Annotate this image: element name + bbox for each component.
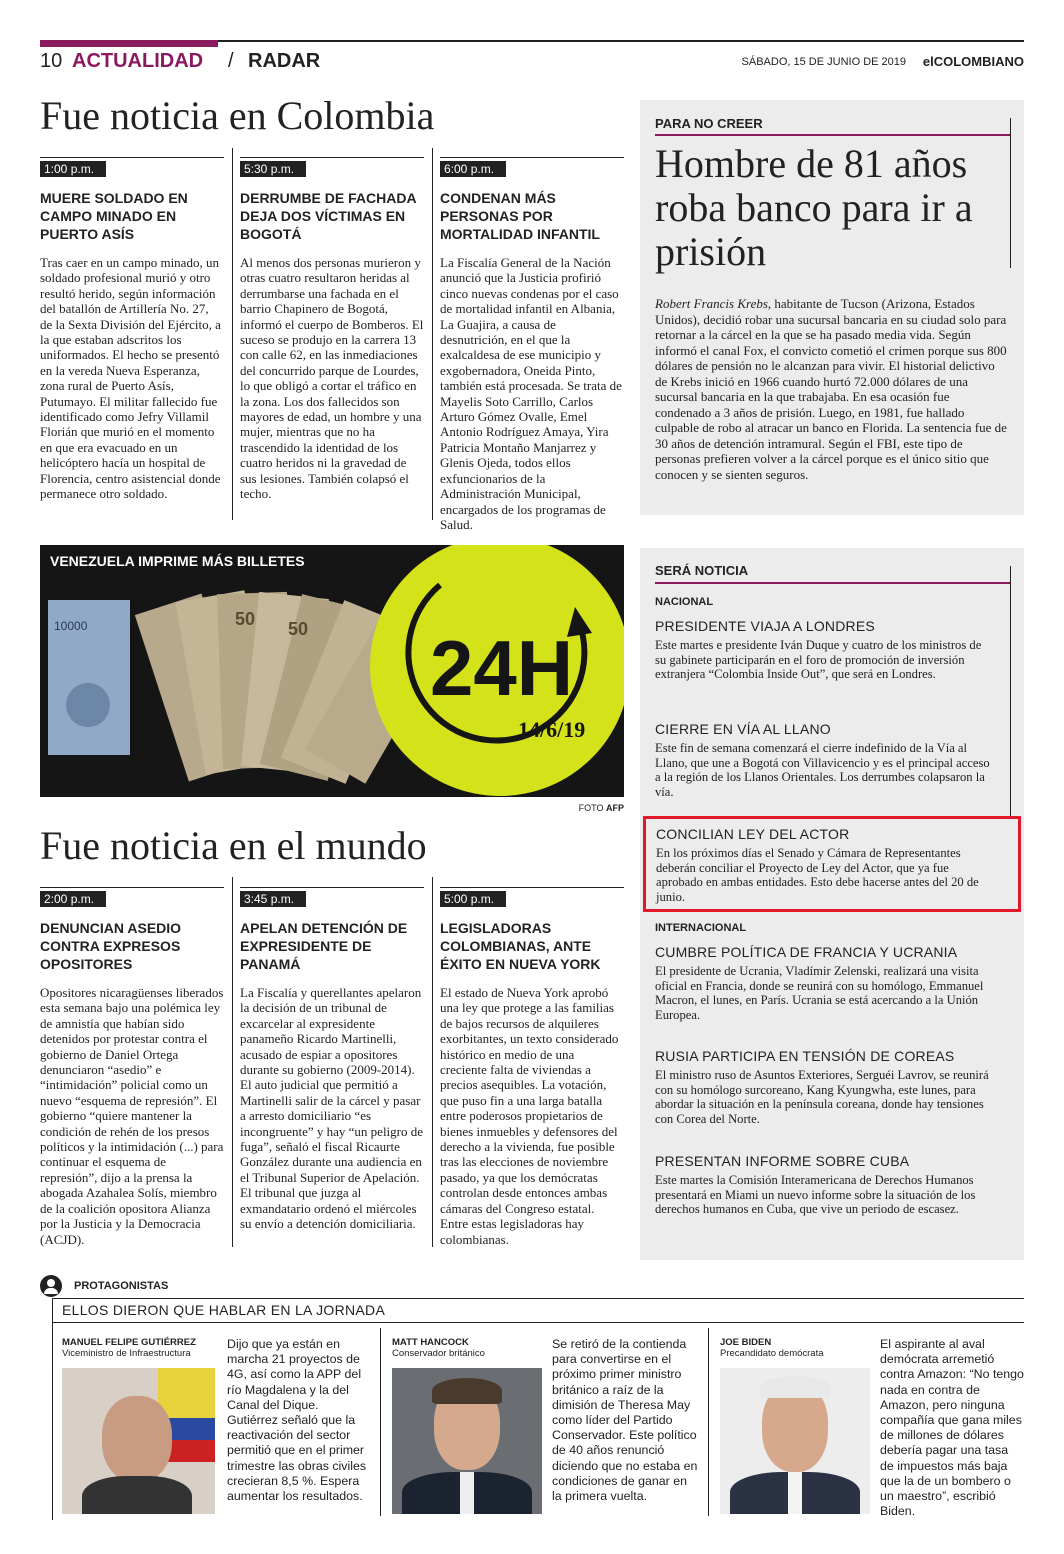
protagonistas-rule-2 xyxy=(52,1322,1024,1323)
internacional-item-3 xyxy=(655,1153,995,1217)
internacional-item-2 xyxy=(655,1048,995,1126)
news-item-body: El presidente de Ucrania, Vladímir Zelenski, realizará una visita oficial en Francia, donde se reunirá con su homólogo, Emmanuel Macron, el lunes, en París. Ucrania se está acercando a la Unión Europea. xyxy=(655,964,984,1022)
nacional-label: NACIONAL xyxy=(655,596,714,608)
protagonist-1-header xyxy=(62,1337,222,1359)
colombia-section-title: Fue noticia en Colombia xyxy=(40,93,435,138)
protagonist-text: Se retiró de la contienda para convertirse en el próximo primer ministro británico a raíz de la dimisión de Theresa May como líder del Partido Conservador. Este político de 40 años renunció diciendo que no estaba en condiciones de ganar en la primera vuelta. xyxy=(552,1337,698,1504)
para-no-creer-box xyxy=(640,100,1024,515)
person-icon xyxy=(40,1275,62,1297)
protagonist-name: MATT HANCOCK xyxy=(392,1337,469,1348)
photo-credit-name: AFP xyxy=(606,803,624,813)
protagonist-name: JOE BIDEN xyxy=(720,1337,772,1348)
page-number: 10 xyxy=(40,50,63,72)
protagonist-divider xyxy=(708,1328,709,1516)
protagonist-text: El aspirante al aval demócrata arremetió contra Amazon: “No tengo nada en contra de Amazon, pero ninguna compañía que gana miles de millones de dólares debería pagar una tasa de impuestos más baja que la de un bombero o un maestro”, escribió Biden. xyxy=(880,1337,1024,1519)
mundo-section-title: Fue noticia en el mundo xyxy=(40,823,427,868)
banknote-value: 50 xyxy=(288,619,309,639)
news-item-body: Este martes e presidente Iván Duque y cuatro de los ministros de su gabinete participarán en el foro de promoción de inversión extranjera “Colombia Inside Out”, que será en Londres. xyxy=(655,638,982,682)
newspaper-brand: elCOLOMBIANO xyxy=(922,54,1024,69)
news-item-title[interactable]: PRESIDENTE VIAJA A LONDRES xyxy=(655,618,875,634)
para-no-creer-title[interactable]: Hombre de 81 años roba banco para ir a prisión xyxy=(655,141,973,274)
mundo-story-3 xyxy=(440,887,624,1247)
story-body: Al menos dos personas murieron y otras cuatro resultaron heridas al derrumbarse una fachada en el barrio Chapinero de Bogotá, informó el cuerpo de Bomberos. El suceso se produjo en la carrera 13 con calle 62, en las inmediaciones del concurrido parque de Lourdes, lo que obligó a cortar el tráfico en la zona. Los dos fallecidos son mayores de edad, un hombre y una mujer, mientras que no ha trascendido la identidad de los cuatro heridos ni la gravedad de sus lesiones. También colapsó el techo. xyxy=(240,255,424,502)
colombia-story-1 xyxy=(40,157,224,502)
protagonist-2-photo xyxy=(392,1368,542,1514)
mundo-story-2 xyxy=(240,887,424,1232)
story-headline[interactable]: CONDENAN MÁS PERSONAS POR MORTALIDAD INFANTIL xyxy=(440,190,600,242)
protagonist-3-header xyxy=(720,1337,870,1359)
banknote-portrait xyxy=(66,683,110,727)
para-no-creer-label: PARA NO CREER xyxy=(655,116,763,131)
story-time: 5:00 p.m. xyxy=(440,891,506,907)
story-body: La Fiscalía y querellantes apelaron la decisión de un tribunal de excarcelar al expresidente panameño Ricardo Martinelli, acusado de espiar a opositores durante su gobierno (2009-2014). El auto judicial que permitió a Martinelli salir de la cárcel y pasar a arresto domiciliario “es incongruente” y hay “un peligro de fuga”, señaló el fiscal Ricaurte González durante una audiencia en el Tribunal Superior de Apelación. El tribunal que juzga al exmandatario ordenó el miércoles su envío a detención domiciliaria. xyxy=(240,985,424,1232)
colombia-story-2 xyxy=(240,157,424,502)
protagonistas-subtitle: ELLOS DIERON QUE HABLAR EN LA JORNADA xyxy=(62,1302,386,1318)
nacional-item-2 xyxy=(655,721,995,799)
banner-caption: VENEZUELA IMPRIME MÁS BILLETES xyxy=(50,553,305,569)
badge-date: 14/6/19 xyxy=(518,717,586,742)
para-no-creer-rule xyxy=(655,134,1010,136)
issue-date: SÁBADO, 15 DE JUNIO DE 2019 xyxy=(741,56,906,68)
protagonist-name: MANUEL FELIPE GUTIÉRREZ xyxy=(62,1337,196,1348)
story-body: El estado de Nueva York aprobó una ley que protege a las familias de bajos recursos de alquileres exorbitantes, un texto considerado histórico en medio de una creciente falta de viviendas a precios asequibles. La votación, que puso fin a una larga batalla entre poderosos propietarios de bienes inmuebles y defensores del derecho a la vivienda, fue posible tras las elecciones de noviembre pasado, ya que los demócratas controlan desde entonces ambas cámaras del Congreso estatal. Entre estas legisladoras hay colombianas. xyxy=(440,985,619,1247)
protagonist-role: Viceministro de Infraestructura xyxy=(62,1348,191,1359)
story-headline[interactable]: DERRUMBE DE FACHADA DEJA DOS VÍCTIMAS EN BOGOTÁ xyxy=(240,190,417,242)
header-accent-bar xyxy=(40,40,218,47)
banknote-value: 50 xyxy=(235,609,256,629)
protagonistas-rule xyxy=(52,1298,1024,1299)
internacional-item-1 xyxy=(655,944,995,1022)
colombia-story-3 xyxy=(440,157,624,532)
story-time: 2:00 p.m. xyxy=(40,891,106,907)
protagonist-divider xyxy=(380,1328,381,1516)
box-side-rule xyxy=(1010,566,1011,826)
story-time: 3:45 p.m. xyxy=(240,891,306,907)
protagonist-text: Dijo que ya están en marcha 21 proyectos de 4G, así como la APP del río Magdalena y la del Canal del Dique. Gutiérrez señaló que la reactivación del sector permitió que en el primer trimestre las obras civiles crecieran 8,5 %. Espera aumentar los resultados. xyxy=(227,1337,367,1504)
mundo-story-1 xyxy=(40,887,224,1247)
column-divider xyxy=(232,148,233,520)
protagonist-role: Precandidato demócrata xyxy=(720,1348,824,1359)
section-separator: / xyxy=(228,50,234,72)
para-no-creer-body-lead: Robert Francis Krebs xyxy=(655,296,768,311)
news-item-body: Este fin de semana comenzará el cierre indefinido de la Vía al Llano, que une a Bogotá con Villavicencio y es el principal acceso a la región de los Llanos Orientales. Los derrumbes colapsaron la vía. xyxy=(655,741,990,799)
story-headline[interactable]: APELAN DETENCIÓN DE EXPRESIDENTE DE PANAMÁ xyxy=(240,920,408,972)
news-item-title[interactable]: PRESENTAN INFORME SOBRE CUBA xyxy=(655,1153,910,1169)
story-body: Opositores nicaragüenses liberados esta semana bajo una polémica ley de amnistía que habían sido detenidos por protestar contra el gobierno de Daniel Ortega denunciaron “asedio” e “intimidación” policial como un nuevo “esquema de represión”. El gobierno “quiere mantener la condición de rehén de los presos políticos y la intimidación (...) para continuar el esquema de represión”, dijo a la prensa la abogada Azahalea Solís, miembro de la coalición opositora Alianza por la Justicia y la Democracia (ACJD). xyxy=(40,985,224,1247)
story-body: Tras caer en un campo minado, un soldado profesional murió y otro resultó herido, según información del batallón de Artillería No. 27, de la Sexta División del Ejército, a la que estaban adscritos los uniformados. El hecho se presentó en la vereda Nueva Esperanza, zona rural de Puerto Asís, Putumayo. El militar fallecido fue identificado como Jefry Villamil Florián que murió en el momento en que era evacuado en un helicóptero hacía un hospital de Florencia, centro asistencial donde permanece otro soldado. xyxy=(40,255,221,502)
story-headline[interactable]: DENUNCIAN ASEDIO CONTRA EXPRESOS OPOSITORES xyxy=(40,920,182,972)
sera-noticia-rule xyxy=(655,582,1010,584)
news-item-body: Este martes la Comisión Interamericana de Derechos Humanos presentará en Miami un nuevo informe sobre la situación de los derechos humanos en Cuba, que vive un periodo de escasez. xyxy=(655,1173,976,1217)
para-no-creer-body-text: , habitante de Tucson (Arizona, Estados Unidos), decidió robar una sucursal bancaria en su ciudad solo para retornar a la cárcel en la que se ha pasado media vida. Según informó el canal Fox, el convicto cometió el crimen porque sus 800 dólares de pensión no le alcanzan para vivir. El historial delictivo de Krebs inició en 1966 cuando hurtó 72.000 dólares de una sucursal bancaria en la que trabajaba. En esa ocasión fue condenado a 3 años de prisión. Luego, en 1981, fue hallado culpable de robo al atracar un banco en Florida. La sentencia fue de 30 años de detención intramural. Según el FBI, este tipo de personas prefieren volver a la cárcel porque es el único sitio que conocen y se sienten seguros. xyxy=(655,296,1007,482)
story-headline[interactable]: MUERE SOLDADO EN CAMPO MINADO EN PUERTO ASÍS xyxy=(40,190,188,242)
box-side-rule xyxy=(1010,118,1011,268)
protagonist-3-photo xyxy=(720,1368,870,1514)
protagonistas-label: PROTAGONISTAS xyxy=(74,1280,169,1292)
protagonist-2-header xyxy=(392,1337,542,1359)
sera-noticia-label: SERÁ NOTICIA xyxy=(655,563,749,578)
page-header xyxy=(40,50,1024,74)
story-body: La Fiscalía General de la Nación anunció que la Justicia profirió cinco nuevas condenas por el caso de mortalidad infantil en Albania, La Guajira, a causa de desnutrición, en el que la exalcaldesa de ese municipio y exgobernadora, Oneida Pinto, también está procesada. Se trata de Mayelis Soto Carrillo, Carlos Arturo Gómez Ovalle, Emel Antonio Rodríguez Amaya, Yira Patricia Montaño Manjarrez y Glenis Ojeda, todos ellos exfuncionarios de la Administración Municipal, encargados de los programas de Salud. xyxy=(440,255,622,532)
story-time: 6:00 p.m. xyxy=(440,161,506,177)
protagonist-1-photo xyxy=(62,1368,215,1514)
photo-credit xyxy=(579,803,624,813)
news-item-title[interactable]: CIERRE EN VÍA AL LLANO xyxy=(655,721,831,737)
news-item-title[interactable]: CONCILIAN LEY DEL ACTOR xyxy=(656,826,850,842)
section-name: ACTUALIDAD xyxy=(72,50,204,72)
banknotes-illustration xyxy=(40,545,624,797)
badge-24h: 24H xyxy=(430,624,574,712)
story-time: 5:30 p.m. xyxy=(240,161,306,177)
story-time: 1:00 p.m. xyxy=(40,161,106,177)
news-item-body: En los próximos días el Senado y Cámara de Representantes deberán conciliar el Proyecto de Ley del Actor, que ya fue aprobado en ambas entidades. Esto debe hacerse antes del 20 de junio. xyxy=(656,846,979,904)
photo-credit-prefix: FOTO xyxy=(578,803,606,813)
news-item-title[interactable]: CUMBRE POLÍTICA DE FRANCIA Y UCRANIA xyxy=(655,944,958,960)
protagonistas-side-rule xyxy=(52,1298,53,1520)
column-divider xyxy=(232,877,233,1247)
para-no-creer-body xyxy=(655,296,1009,482)
internacional-label: INTERNACIONAL xyxy=(655,922,747,934)
news-item-body: El ministro ruso de Asuntos Exteriores, Serguéi Lavrov, se reunirá con su homólogo surcoreano, Kang Kyungwha, este lunes, para abordar la situación en la península coreana, donde hay tensiones con Corea del Norte. xyxy=(655,1068,989,1126)
story-headline[interactable]: LEGISLADORAS COLOMBIANAS, ANTE ÉXITO EN NUEVA YORK xyxy=(440,920,601,972)
banknote-value: 10000 xyxy=(54,619,88,633)
highlighted-news-item[interactable] xyxy=(643,816,1021,912)
column-divider xyxy=(432,148,433,520)
protagonist-role: Conservador británico xyxy=(392,1348,485,1359)
sera-noticia-box xyxy=(640,548,1024,1260)
nacional-item-1 xyxy=(655,618,995,682)
news-item-title[interactable]: RUSIA PARTICIPA EN TENSIÓN DE COREAS xyxy=(655,1048,955,1064)
column-divider xyxy=(432,877,433,1247)
subsection-name: RADAR xyxy=(248,50,321,72)
banner-photo xyxy=(40,545,624,797)
